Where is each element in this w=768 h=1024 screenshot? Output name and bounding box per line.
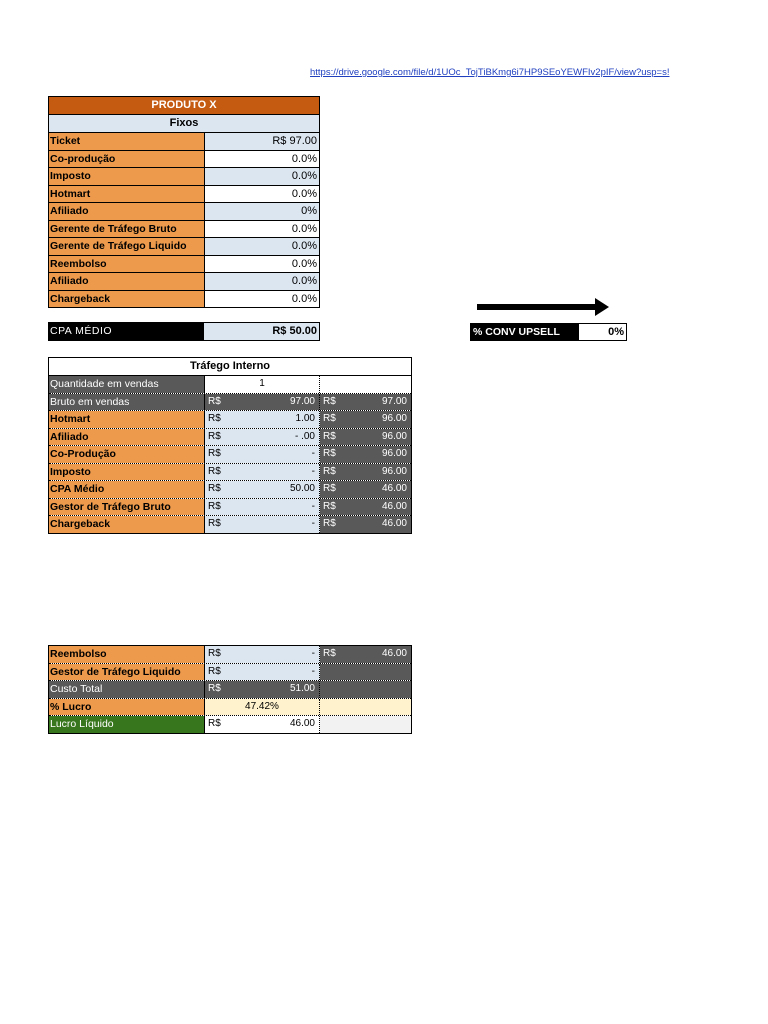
currency: R$ — [323, 448, 336, 459]
value-cell — [205, 411, 320, 428]
table-row — [49, 429, 411, 447]
currency: R$ — [208, 648, 221, 659]
currency: R$ — [323, 500, 336, 512]
row-label: Co-Produção — [49, 446, 205, 463]
produto-row-value[interactable]: 0.0% — [291, 152, 317, 165]
produto-row-label: Chargeback — [49, 291, 205, 308]
produto-row-value[interactable]: 0.0% — [291, 187, 317, 200]
produto-row-value[interactable]: 0.0% — [291, 222, 317, 235]
table-row — [49, 499, 411, 517]
row-label: Afiliado — [49, 429, 205, 446]
currency: R$ — [208, 665, 221, 677]
produto-row-label: Afiliado — [49, 203, 205, 220]
produto-table — [48, 96, 320, 308]
reembolso-label: Reembolso — [49, 646, 205, 663]
produto-row-value[interactable]: 0.0% — [291, 292, 317, 305]
amount: 46.00 — [289, 718, 315, 729]
produto-title: PRODUTO X — [49, 97, 319, 115]
currency: R$ — [208, 483, 221, 494]
produto-row-label: Gerente de Tráfego Bruto — [49, 221, 205, 238]
amount: 47.42% — [245, 700, 279, 712]
produto-row-label: Afiliado — [49, 273, 205, 290]
amount: 50.00 — [289, 483, 315, 494]
running-cell — [320, 464, 411, 481]
value-cell — [205, 481, 320, 498]
currency: R$ — [208, 430, 221, 442]
running-cell — [320, 411, 411, 428]
running-cell — [320, 429, 411, 446]
value-cell — [205, 394, 320, 411]
amount: - — [311, 465, 315, 477]
amount: 1.00 — [295, 413, 315, 424]
amount: 46.00 — [381, 648, 407, 659]
currency: R$ — [323, 430, 336, 442]
empty-cell — [320, 376, 411, 393]
produto-row — [49, 221, 319, 239]
produto-row-label: Co-produção — [49, 151, 205, 168]
quantidade-label: Quantidade em vendas — [49, 376, 205, 393]
value-cell — [205, 664, 320, 681]
produto-row-value[interactable]: 0.0% — [291, 257, 317, 270]
table-row — [49, 411, 411, 429]
row-label: Chargeback — [49, 516, 205, 533]
value-cell — [205, 699, 320, 716]
produto-row — [49, 203, 319, 221]
cpa-medio-value[interactable]: R$ 50.00 — [204, 323, 319, 340]
produto-row — [49, 186, 319, 204]
produto-row-label: Gerente de Tráfego Liquido — [49, 238, 205, 255]
produto-row — [49, 133, 319, 151]
currency: R$ — [208, 518, 221, 529]
table-row — [49, 464, 411, 482]
currency: R$ — [208, 465, 221, 477]
currency: R$ — [208, 448, 221, 459]
value-cell — [205, 429, 320, 446]
produto-row — [49, 168, 319, 186]
empty-cell — [320, 664, 411, 681]
amount: - — [311, 448, 315, 459]
lucro-liquido-label: Lucro Líquido — [49, 716, 205, 733]
conv-upsell-row — [470, 323, 627, 341]
running-cell — [320, 646, 411, 663]
cpa-medio-row — [48, 322, 320, 341]
currency: R$ — [323, 395, 336, 407]
produto-row-value[interactable]: 0.0% — [205, 273, 319, 290]
cpa-medio-label: CPA MÉDIO — [50, 325, 113, 337]
amount: 96.00 — [381, 465, 407, 477]
currency: R$ — [208, 718, 221, 729]
amount: 46.00 — [381, 483, 407, 494]
currency: R$ — [323, 483, 336, 494]
currency: R$ — [208, 683, 221, 694]
produto-row-label: Ticket — [49, 133, 205, 150]
amount: 51.00 — [289, 683, 315, 694]
running-cell — [320, 394, 411, 411]
produto-row-value[interactable]: R$ 97.00 — [205, 133, 319, 150]
currency: R$ — [208, 413, 221, 424]
empty-cell — [320, 681, 411, 698]
currency: R$ — [323, 518, 336, 529]
produto-row — [49, 291, 319, 308]
quantidade-value-cell[interactable] — [205, 376, 320, 393]
currency: R$ — [323, 648, 336, 659]
amount: - — [311, 648, 315, 659]
table-row — [49, 681, 411, 699]
empty-cell — [320, 699, 411, 716]
produto-row-value[interactable]: 0.0% — [205, 168, 319, 185]
conv-upsell-label: % CONV UPSELL — [471, 324, 579, 340]
amount: - — [311, 500, 315, 512]
trafego-title: Tráfego Interno — [49, 358, 411, 376]
table-row — [49, 481, 411, 499]
table-row — [49, 716, 411, 733]
running-cell — [320, 499, 411, 516]
table-row — [49, 376, 411, 394]
value-cell — [205, 499, 320, 516]
bruto-label: Bruto em vendas — [49, 394, 205, 411]
produto-row-label: Imposto — [49, 168, 205, 185]
value-cell — [205, 516, 320, 533]
produto-row — [49, 273, 319, 291]
produto-subtitle: Fixos — [49, 115, 319, 133]
empty-cell — [320, 716, 411, 733]
produto-row — [49, 238, 319, 256]
amount: 97.00 — [381, 395, 407, 407]
currency: R$ — [323, 465, 336, 477]
produto-row-value[interactable]: 0.0% — [205, 238, 319, 255]
table-row — [49, 516, 411, 533]
resultado-table — [48, 645, 412, 734]
currency: R$ — [208, 395, 221, 407]
row-label: Hotmart — [49, 411, 205, 428]
amount: 96.00 — [381, 413, 407, 424]
produto-row — [49, 256, 319, 274]
amount: - .00 — [294, 430, 315, 442]
custo-total-label: Custo Total — [49, 681, 205, 698]
drive-link[interactable]: https://drive.google.com/file/d/1UOc_TojTiBKmg6i7HP9SEoYEWFIv2pIF/view?usp=s! — [310, 67, 670, 78]
right-arrow-icon — [477, 298, 609, 316]
table-row — [49, 699, 411, 717]
value-cell — [205, 446, 320, 463]
running-cell — [320, 446, 411, 463]
produto-row-value[interactable]: 0% — [205, 203, 319, 220]
value-cell — [205, 716, 320, 733]
table-row — [49, 646, 411, 664]
amount: 46.00 — [381, 518, 407, 529]
quantidade-value: 1 — [259, 378, 265, 389]
amount: - — [311, 518, 315, 529]
trafego-interno-table — [48, 357, 412, 534]
currency: R$ — [323, 413, 336, 424]
row-label: Gestor de Tráfego Bruto — [49, 499, 205, 516]
produto-row — [49, 151, 319, 169]
table-row — [49, 446, 411, 464]
row-label: CPA Médio — [49, 481, 205, 498]
produto-row-label: Reembolso — [49, 256, 205, 273]
amount: - — [311, 665, 315, 677]
running-cell — [320, 481, 411, 498]
produto-row-label: Hotmart — [49, 186, 205, 203]
lucro-pct-label: % Lucro — [49, 699, 205, 716]
table-row — [49, 664, 411, 682]
value-cell — [205, 464, 320, 481]
currency: R$ — [208, 500, 221, 512]
value-cell — [205, 646, 320, 663]
row-label: Imposto — [49, 464, 205, 481]
amount: 96.00 — [381, 448, 407, 459]
table-row — [49, 394, 411, 412]
amount: 97.00 — [289, 395, 315, 407]
amount: 96.00 — [381, 430, 407, 442]
running-cell — [320, 516, 411, 533]
gestor-liquido-label: Gestor de Tráfego Liquido — [49, 664, 205, 681]
conv-upsell-value[interactable]: 0% — [608, 326, 624, 338]
value-cell — [205, 681, 320, 698]
amount: 46.00 — [381, 500, 407, 512]
